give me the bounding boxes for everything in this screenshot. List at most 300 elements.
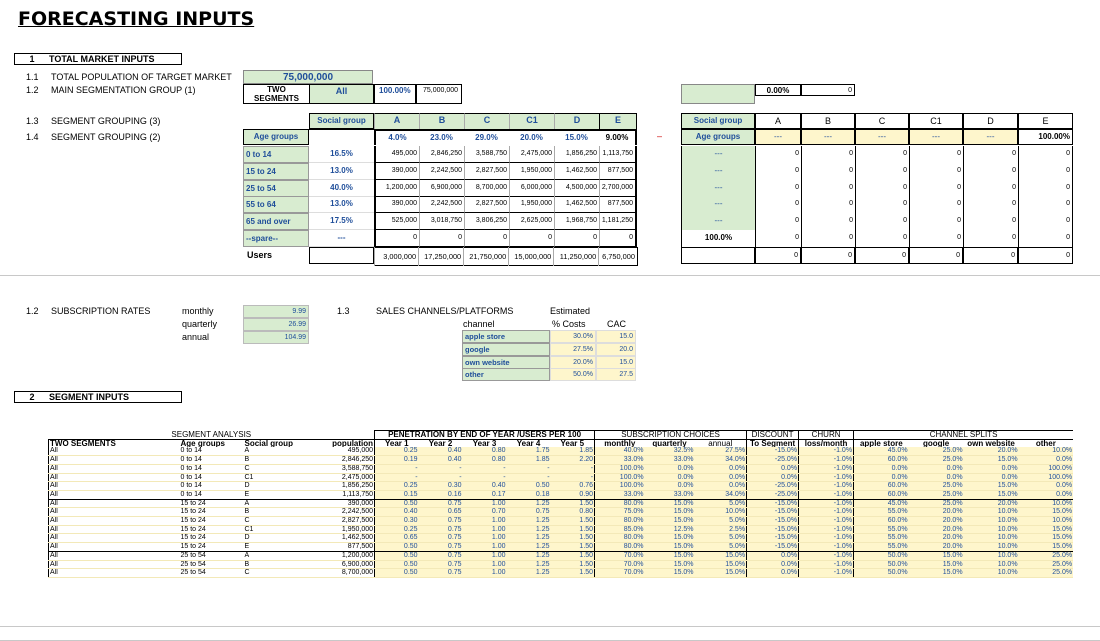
segment-year1-cell[interactable]: 0.25	[375, 525, 419, 534]
grouping-value: 0	[419, 230, 464, 247]
segment-year1-cell[interactable]: 0.30	[375, 517, 419, 526]
segment-year2-cell[interactable]: -	[419, 473, 463, 482]
segment-year3-cell[interactable]: 0.17	[463, 490, 507, 499]
segment-social-group-cell: B	[244, 456, 304, 465]
segment-sub-monthly-cell[interactable]: 100.0%	[595, 464, 645, 473]
segment-churn-cell[interactable]: -1.0%	[799, 517, 854, 526]
segment-year4-cell[interactable]: 1.25	[507, 543, 551, 552]
segment-year5-cell[interactable]: -	[551, 473, 595, 482]
col-pct-b[interactable]: 23.0%	[419, 129, 464, 145]
segment-churn-cell[interactable]: -1.0%	[799, 456, 854, 465]
grouping-value: 0	[464, 230, 509, 247]
segment-year4-cell[interactable]: 1.85	[507, 456, 551, 465]
segment-split-apple-cell[interactable]: 60.0%	[854, 482, 909, 491]
segment-split-own-cell[interactable]: 10.0%	[964, 560, 1019, 569]
segment-split-other-cell[interactable]: 15.0%	[1019, 525, 1073, 534]
segment-split-other-cell[interactable]: 15.0%	[1019, 508, 1073, 517]
segment-year4-cell[interactable]: 0.50	[507, 482, 551, 491]
total-population-input[interactable]: 75,000,000	[243, 70, 373, 84]
segment-sub-annual-cell[interactable]: 5.0%	[695, 543, 747, 552]
segment-sub-quarterly-cell[interactable]: 15.0%	[645, 551, 695, 560]
segment-split-other-cell[interactable]: 15.0%	[1019, 534, 1073, 543]
right-row-dash[interactable]: ---	[681, 213, 755, 230]
segment-split-google-cell[interactable]: 15.0%	[909, 560, 964, 569]
channel-cac[interactable]: 20.0	[596, 343, 636, 356]
segment-split-other-cell[interactable]: 10.0%	[1019, 447, 1073, 455]
segment-split-other-cell[interactable]: 15.0%	[1019, 543, 1073, 552]
segment-year1-cell[interactable]: -	[375, 464, 419, 473]
col-pct-c1[interactable]: 20.0%	[509, 129, 554, 145]
segment-split-other-cell[interactable]: 25.0%	[1019, 551, 1073, 560]
right-dash-cell[interactable]: ---	[963, 129, 1018, 145]
segment-split-google-cell[interactable]: 25.0%	[909, 490, 964, 499]
segment-split-own-cell[interactable]: 10.0%	[964, 551, 1019, 560]
age-group-label[interactable]: 0 to 14	[243, 146, 309, 163]
segment-year3-cell[interactable]: 1.00	[463, 534, 507, 543]
segment-discount-cell[interactable]: 0.0%	[747, 473, 799, 482]
segment-split-apple-cell[interactable]: 60.0%	[854, 456, 909, 465]
segment-discount-cell[interactable]: -15.0%	[747, 499, 799, 508]
segment-sub-quarterly-cell[interactable]: 15.0%	[645, 508, 695, 517]
segment-social-group-cell: B	[244, 508, 304, 517]
segment-year3-cell[interactable]: 1.00	[463, 517, 507, 526]
right-row-dash[interactable]: ---	[681, 180, 755, 197]
segment-year5-cell[interactable]: 0.90	[551, 490, 595, 499]
segment-sub-quarterly-cell[interactable]: 12.5%	[645, 525, 695, 534]
segment-sub-monthly-cell[interactable]: 100.0%	[595, 482, 645, 491]
segment-split-other-cell[interactable]: 25.0%	[1019, 560, 1073, 569]
channel-cost[interactable]: 20.0%	[550, 356, 596, 369]
segment-sub-monthly-cell[interactable]: 70.0%	[595, 560, 645, 569]
col-pct-a[interactable]: 4.0%	[374, 129, 419, 145]
right-row-dash[interactable]: ---	[681, 163, 755, 180]
segment-year5-cell[interactable]: 2.20	[551, 456, 595, 465]
age-group-label[interactable]: 15 to 24	[243, 163, 309, 180]
segment-split-google-cell[interactable]: 0.0%	[909, 464, 964, 473]
segment-churn-cell[interactable]: -1.0%	[799, 508, 854, 517]
segment-year2-cell[interactable]: 0.75	[419, 543, 463, 552]
segment-sub-monthly-cell[interactable]: 75.0%	[595, 508, 645, 517]
segment-discount-cell[interactable]: -15.0%	[747, 534, 799, 543]
segment-year5-cell[interactable]: 1.50	[551, 525, 595, 534]
grouping-value: 3,018,750	[419, 213, 464, 230]
segment-age-group-cell: 0 to 14	[180, 490, 244, 499]
segment-sub-annual-cell[interactable]: 27.5%	[695, 447, 747, 455]
segment-year1-cell[interactable]: 0.50	[375, 560, 419, 569]
channel-name[interactable]: other	[462, 368, 550, 381]
segment-discount-cell[interactable]: -25.0%	[747, 482, 799, 491]
segment-sub-quarterly-cell[interactable]: 15.0%	[645, 517, 695, 526]
segment-split-other-cell[interactable]: 10.0%	[1019, 517, 1073, 526]
segment-split-own-cell[interactable]: 20.0%	[964, 499, 1019, 508]
channel-name[interactable]: own website	[462, 356, 550, 369]
segment-sub-monthly-cell[interactable]: 33.0%	[595, 490, 645, 499]
segment-split-apple-cell[interactable]: 55.0%	[854, 525, 909, 534]
age-group-label[interactable]: 65 and over	[243, 213, 309, 230]
age-group-pct[interactable]: 16.5%	[309, 146, 374, 163]
segment-population-cell: 2,827,500	[304, 517, 375, 526]
grouping-value: 1,200,000	[374, 180, 419, 197]
segment-split-google-cell[interactable]: 15.0%	[909, 569, 964, 578]
segment-split-google-cell[interactable]: 25.0%	[909, 447, 964, 455]
segment-year5-cell[interactable]: 1.50	[551, 543, 595, 552]
segment-split-google-cell[interactable]: 25.0%	[909, 482, 964, 491]
channel-cac[interactable]: 15.0	[596, 330, 636, 343]
segment-split-apple-cell[interactable]: 50.0%	[854, 569, 909, 578]
table-row	[49, 569, 1074, 578]
segment-churn-cell[interactable]: -1.0%	[799, 473, 854, 482]
segment-year5-cell[interactable]: 0.80	[551, 508, 595, 517]
segment-split-other-cell[interactable]: 25.0%	[1019, 569, 1073, 578]
segment-year3-cell[interactable]: 1.00	[463, 560, 507, 569]
segment-year3-cell[interactable]: 0.80	[463, 456, 507, 465]
segment-sub-monthly-cell[interactable]: 70.0%	[595, 569, 645, 578]
table-row	[49, 543, 1074, 552]
segment-sub-annual-cell[interactable]: 15.0%	[695, 569, 747, 578]
segment-discount-cell[interactable]: 0.0%	[747, 464, 799, 473]
grouping-value: 2,242,500	[419, 196, 464, 213]
segment-churn-cell[interactable]: -1.0%	[799, 543, 854, 552]
segment-sub-quarterly-cell[interactable]: 15.0%	[645, 569, 695, 578]
segment-year3-cell[interactable]: 0.70	[463, 508, 507, 517]
segment-all-cell[interactable]: All	[309, 84, 374, 104]
segment-discount-cell[interactable]: -15.0%	[747, 543, 799, 552]
segment-age-group-cell: 0 to 14	[180, 482, 244, 491]
segment-sub-annual-cell[interactable]: 0.0%	[695, 464, 747, 473]
segment-split-own-cell[interactable]: 0.0%	[964, 464, 1019, 473]
segment-split-apple-cell[interactable]: 60.0%	[854, 517, 909, 526]
segment-year4-cell[interactable]: 1.25	[507, 517, 551, 526]
segment-sub-monthly-cell[interactable]: 80.0%	[595, 534, 645, 543]
segment-year5-cell[interactable]: 1.50	[551, 499, 595, 508]
segment-split-other-cell[interactable]: 0.0%	[1019, 490, 1073, 499]
channel-name[interactable]: apple store	[462, 330, 550, 343]
right-grid-value: 0	[963, 163, 1018, 180]
segment-split-apple-cell[interactable]: 55.0%	[854, 543, 909, 552]
segment-split-apple-cell[interactable]: 50.0%	[854, 551, 909, 560]
segment-split-own-cell[interactable]: 15.0%	[964, 456, 1019, 465]
segment-churn-cell[interactable]: -1.0%	[799, 464, 854, 473]
segment-split-other-cell[interactable]: 100.0%	[1019, 464, 1073, 473]
segment-split-own-cell[interactable]: 15.0%	[964, 490, 1019, 499]
segment-year2-cell[interactable]: 0.75	[419, 569, 463, 578]
segment-discount-cell[interactable]: -15.0%	[747, 447, 799, 455]
segment-sub-quarterly-cell[interactable]: 15.0%	[645, 499, 695, 508]
two-segments-header: TWO SEGMENTS	[49, 439, 180, 447]
row-number: 1.3	[337, 306, 350, 316]
segment-split-apple-cell[interactable]: 45.0%	[854, 447, 909, 455]
segment-split-apple-cell[interactable]: 0.0%	[854, 464, 909, 473]
segment-sub-monthly-cell[interactable]: 100.0%	[595, 473, 645, 482]
right-grid-value: 0	[909, 196, 963, 213]
segment-split-google-cell[interactable]: 20.0%	[909, 508, 964, 517]
segment-year4-cell[interactable]: 1.75	[507, 447, 551, 455]
segment-split-google-cell[interactable]: 0.0%	[909, 473, 964, 482]
channel-cost[interactable]: 30.0%	[550, 330, 596, 343]
segment-churn-cell[interactable]: -1.0%	[799, 560, 854, 569]
segment-sub-annual-cell[interactable]: 15.0%	[695, 551, 747, 560]
right-green-cell[interactable]	[681, 84, 755, 104]
segment-pct-cell: 100.00%	[374, 84, 416, 104]
segment-split-google-cell[interactable]: 20.0%	[909, 534, 964, 543]
segment-split-own-cell[interactable]: 20.0%	[964, 447, 1019, 455]
age-groups-header: Age groups	[243, 129, 309, 145]
channel-splits-header: CHANNEL SPLITS	[854, 431, 1073, 440]
age-group-pct[interactable]: ---	[309, 230, 374, 247]
right-grid-value: 0	[909, 163, 963, 180]
segment-split-apple-cell[interactable]: 0.0%	[854, 473, 909, 482]
channel-cost[interactable]: 27.5%	[550, 343, 596, 356]
right-row-dash[interactable]: ---	[681, 196, 755, 213]
segment-year2-cell[interactable]: -	[419, 464, 463, 473]
segment-split-apple-cell[interactable]: 55.0%	[854, 534, 909, 543]
segment-year5-cell[interactable]: 0.76	[551, 482, 595, 491]
segment-split-google-cell[interactable]: 15.0%	[909, 551, 964, 560]
segment-sub-quarterly-cell[interactable]: 0.0%	[645, 464, 695, 473]
segment-year5-cell[interactable]: 1.50	[551, 569, 595, 578]
segment-churn-cell[interactable]: -1.0%	[799, 551, 854, 560]
right-users-value: 0	[855, 247, 909, 264]
segment-year3-cell[interactable]: 1.00	[463, 551, 507, 560]
segment-year1-cell[interactable]: 0.50	[375, 499, 419, 508]
right-social-group-header: Social group	[681, 113, 755, 129]
segment-year3-cell[interactable]: -	[463, 473, 507, 482]
segment-split-own-cell[interactable]: 10.0%	[964, 534, 1019, 543]
segment-sub-annual-cell[interactable]: 5.0%	[695, 534, 747, 543]
users-c: 21,750,000	[464, 248, 509, 266]
segment-year4-cell[interactable]: 1.25	[507, 560, 551, 569]
segment-year2-cell[interactable]: 0.75	[419, 551, 463, 560]
segment-year3-cell[interactable]: -	[463, 464, 507, 473]
segment-year2-cell[interactable]: 0.30	[419, 482, 463, 491]
segment-year3-cell[interactable]: 1.00	[463, 499, 507, 508]
age-group-label[interactable]: 25 to 54	[243, 180, 309, 197]
segment-year4-cell[interactable]: 1.25	[507, 569, 551, 578]
segment-year5-cell[interactable]: -	[551, 464, 595, 473]
segment-year2-cell[interactable]: 0.75	[419, 560, 463, 569]
segment-split-own-cell[interactable]: 15.0%	[964, 482, 1019, 491]
segment-discount-cell[interactable]: -15.0%	[747, 525, 799, 534]
segment-year2-cell[interactable]: 0.75	[419, 499, 463, 508]
col-pct-c[interactable]: 29.0%	[464, 129, 509, 145]
segment-social-group-cell: B	[244, 560, 304, 569]
segment-year1-cell[interactable]: 0.50	[375, 543, 419, 552]
segment-year1-cell[interactable]: 0.65	[375, 534, 419, 543]
segment-year1-cell[interactable]: 0.50	[375, 551, 419, 560]
right-row-dash[interactable]: ---	[681, 146, 755, 163]
segment-split-apple-cell[interactable]: 60.0%	[854, 490, 909, 499]
segment-population-cell: 1,200,000	[304, 551, 375, 560]
segment-year3-cell[interactable]: 0.40	[463, 482, 507, 491]
row-label: SEGMENT GROUPING (3)	[51, 116, 161, 126]
segment-year3-cell[interactable]: 1.00	[463, 525, 507, 534]
segment-year4-cell[interactable]: -	[507, 473, 551, 482]
segment-churn-cell[interactable]: -1.0%	[799, 569, 854, 578]
right-grid-value: 0	[1018, 196, 1073, 213]
segment-sub-monthly-cell[interactable]: 80.0%	[595, 543, 645, 552]
segment-year2-cell[interactable]: 0.75	[419, 525, 463, 534]
monthly-rate-input[interactable]: 9.99	[243, 305, 309, 318]
segment-sub-annual-cell[interactable]: 2.5%	[695, 525, 747, 534]
segment-year2-cell[interactable]: 0.75	[419, 534, 463, 543]
segment-split-google-cell[interactable]: 20.0%	[909, 517, 964, 526]
segment-year5-cell[interactable]: 1.50	[551, 551, 595, 560]
right-dash-cell[interactable]: ---	[755, 129, 801, 145]
segment-year5-cell[interactable]: 1.50	[551, 534, 595, 543]
segment-split-google-cell[interactable]: 25.0%	[909, 499, 964, 508]
segment-discount-cell[interactable]: -15.0%	[747, 508, 799, 517]
quarterly-header: quarterly	[652, 439, 687, 448]
segment-sub-quarterly-cell[interactable]: 0.0%	[645, 473, 695, 482]
segment-year1-cell[interactable]: 0.25	[375, 482, 419, 491]
segment-year4-cell[interactable]: 1.25	[507, 499, 551, 508]
grouping-value: 390,000	[374, 163, 419, 180]
right-dash-cell[interactable]: ---	[801, 129, 855, 145]
segment-discount-cell[interactable]: -15.0%	[747, 517, 799, 526]
segment-year5-cell[interactable]: 1.50	[551, 517, 595, 526]
channel-name[interactable]: google	[462, 343, 550, 356]
channel-cac[interactable]: 27.5	[596, 368, 636, 381]
segment-year4-cell[interactable]: -	[507, 464, 551, 473]
segment-year1-cell[interactable]: -	[375, 473, 419, 482]
segment-sub-annual-cell[interactable]: 34.0%	[695, 490, 747, 499]
segment-sub-annual-cell[interactable]: 15.0%	[695, 560, 747, 569]
segment-split-own-cell[interactable]: 0.0%	[964, 473, 1019, 482]
segment-sub-quarterly-cell[interactable]: 33.0%	[645, 456, 695, 465]
segment-sub-annual-cell[interactable]: 5.0%	[695, 517, 747, 526]
segment-sub-quarterly-cell[interactable]: 15.0%	[645, 543, 695, 552]
segment-year2-cell[interactable]: 0.40	[419, 456, 463, 465]
channel-cac[interactable]: 15.0	[596, 356, 636, 369]
segment-churn-cell[interactable]: -1.0%	[799, 447, 854, 455]
grouping-value: 2,827,500	[464, 196, 509, 213]
segment-sub-annual-cell[interactable]: 0.0%	[695, 482, 747, 491]
age-group-label[interactable]: --spare--	[243, 230, 309, 247]
segment-split-google-cell[interactable]: 20.0%	[909, 543, 964, 552]
annual-rate-input[interactable]: 104.99	[243, 331, 309, 344]
segment-year1-cell[interactable]: 0.15	[375, 490, 419, 499]
right-e-pct: 100.00%	[1018, 129, 1073, 145]
segment-sub-quarterly-cell[interactable]: 33.0%	[645, 490, 695, 499]
age-group-pct[interactable]: 17.5%	[309, 213, 374, 230]
segment-sub-quarterly-cell[interactable]: 15.0%	[645, 534, 695, 543]
year5-header: Year 5	[560, 439, 585, 448]
segment-year4-cell[interactable]: 0.18	[507, 490, 551, 499]
segment-churn-cell[interactable]: -1.0%	[799, 534, 854, 543]
segment-split-own-cell[interactable]: 10.0%	[964, 517, 1019, 526]
segment-year4-cell[interactable]: 0.75	[507, 508, 551, 517]
segment-segment-cell: All	[49, 447, 180, 455]
segment-year3-cell[interactable]: 1.00	[463, 543, 507, 552]
segment-sub-monthly-cell[interactable]: 80.0%	[595, 499, 645, 508]
segment-year4-cell[interactable]: 1.25	[507, 534, 551, 543]
segment-split-google-cell[interactable]: 25.0%	[909, 456, 964, 465]
segment-churn-cell[interactable]: -1.0%	[799, 482, 854, 491]
segment-year1-cell[interactable]: 0.19	[375, 456, 419, 465]
segment-social-group-cell: E	[244, 543, 304, 552]
segment-split-apple-cell[interactable]: 55.0%	[854, 508, 909, 517]
segment-sub-monthly-cell[interactable]: 33.0%	[595, 456, 645, 465]
segment-split-other-cell[interactable]: 0.0%	[1019, 456, 1073, 465]
segment-discount-cell[interactable]: -25.0%	[747, 490, 799, 499]
segment-churn-cell[interactable]: -1.0%	[799, 490, 854, 499]
grouping-value: 1,113,750	[599, 146, 637, 163]
segment-split-other-cell[interactable]: 100.0%	[1019, 473, 1073, 482]
penetration-header: PENETRATION BY END OF YEAR /USERS PER 100	[375, 431, 595, 440]
channel-cost[interactable]: 50.0%	[550, 368, 596, 381]
col-header-b: B	[419, 113, 464, 129]
segment-year1-cell[interactable]: 0.40	[375, 508, 419, 517]
segment-split-own-cell[interactable]: 10.0%	[964, 543, 1019, 552]
segment-year4-cell[interactable]: 1.25	[507, 525, 551, 534]
users-e: 6,750,000	[599, 248, 638, 266]
right-dash-cell[interactable]: ---	[909, 129, 963, 145]
segment-year3-cell[interactable]: 0.80	[463, 447, 507, 455]
segment-discount-cell[interactable]: 0.0%	[747, 569, 799, 578]
segment-year5-cell[interactable]: 1.50	[551, 560, 595, 569]
segment-year3-cell[interactable]: 1.00	[463, 569, 507, 578]
segment-discount-cell[interactable]: -25.0%	[747, 456, 799, 465]
right-dash-cell[interactable]: ---	[855, 129, 909, 145]
segment-social-group-cell: C	[244, 569, 304, 578]
right-grid-value: 0	[963, 196, 1018, 213]
segment-sub-quarterly-cell[interactable]: 15.0%	[645, 560, 695, 569]
segment-churn-cell[interactable]: -1.0%	[799, 525, 854, 534]
segment-discount-cell[interactable]: 0.0%	[747, 551, 799, 560]
segment-year2-cell[interactable]: 0.75	[419, 517, 463, 526]
segment-year1-cell[interactable]: 0.50	[375, 569, 419, 578]
segment-sub-annual-cell[interactable]: 34.0%	[695, 456, 747, 465]
segment-split-other-cell[interactable]: 0.0%	[1019, 482, 1073, 491]
segment-year1-cell[interactable]: 0.25	[375, 447, 419, 455]
age-group-label[interactable]: 55 to 64	[243, 196, 309, 213]
segment-sub-monthly-cell[interactable]: 80.0%	[595, 517, 645, 526]
segment-year2-cell[interactable]: 0.16	[419, 490, 463, 499]
segment-sub-quarterly-cell[interactable]: 0.0%	[645, 482, 695, 491]
segment-split-apple-cell[interactable]: 45.0%	[854, 499, 909, 508]
segment-year5-cell[interactable]: 1.85	[551, 447, 595, 455]
col-pct-d[interactable]: 15.0%	[554, 129, 599, 145]
segment-sub-monthly-cell[interactable]: 70.0%	[595, 551, 645, 560]
subscription-rates-label: SUBSCRIPTION RATES	[51, 306, 151, 316]
segment-year2-cell[interactable]: 0.40	[419, 447, 463, 455]
segment-sub-monthly-cell[interactable]: 40.0%	[595, 447, 645, 455]
segment-discount-cell[interactable]: 0.0%	[747, 560, 799, 569]
segment-split-google-cell[interactable]: 20.0%	[909, 525, 964, 534]
year2-header: Year 2	[428, 439, 453, 448]
segment-split-own-cell[interactable]: 10.0%	[964, 525, 1019, 534]
segment-year4-cell[interactable]: 1.25	[507, 551, 551, 560]
blank-cell	[309, 247, 374, 264]
age-group-pct[interactable]: 13.0%	[309, 163, 374, 180]
age-group-pct[interactable]: 40.0%	[309, 180, 374, 197]
segment-year2-cell[interactable]: 0.65	[419, 508, 463, 517]
segment-split-apple-cell[interactable]: 50.0%	[854, 560, 909, 569]
segment-sub-annual-cell[interactable]: 10.0%	[695, 508, 747, 517]
segment-split-own-cell[interactable]: 10.0%	[964, 508, 1019, 517]
age-group-pct[interactable]: 13.0%	[309, 196, 374, 213]
segment-sub-annual-cell[interactable]: 5.0%	[695, 499, 747, 508]
segment-sub-quarterly-cell[interactable]: 32.5%	[645, 447, 695, 455]
table-row	[49, 560, 1074, 569]
segment-sub-annual-cell[interactable]: 0.0%	[695, 473, 747, 482]
segment-split-other-cell[interactable]: 10.0%	[1019, 499, 1073, 508]
segment-sub-monthly-cell[interactable]: 85.0%	[595, 525, 645, 534]
segment-churn-cell[interactable]: -1.0%	[799, 499, 854, 508]
dash-mark: –	[657, 131, 663, 141]
quarterly-rate-input[interactable]: 26.99	[243, 318, 309, 331]
segment-split-own-cell[interactable]: 10.0%	[964, 569, 1019, 578]
